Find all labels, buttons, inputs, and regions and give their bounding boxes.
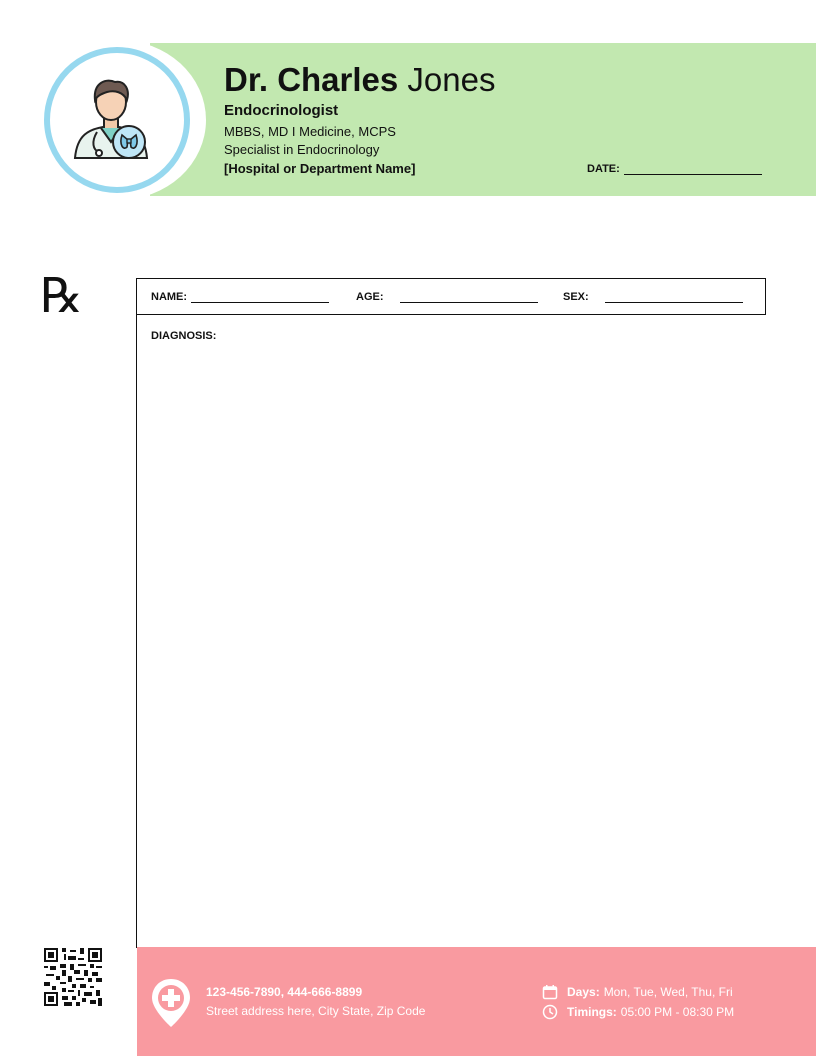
hospital-name: [Hospital or Department Name] (224, 161, 416, 176)
calendar-icon (542, 984, 558, 1000)
doctor-avatar-icon (67, 72, 155, 160)
rx-symbol: ℞ (40, 268, 84, 324)
patient-sex-label: SEX: (563, 291, 589, 303)
qr-code-icon (44, 948, 102, 1006)
diagnosis-label: DIAGNOSIS: (151, 330, 217, 342)
patient-age-field (356, 291, 538, 303)
footer-band (137, 947, 816, 1056)
timings-value: 05:00 PM - 08:30 PM (620, 1005, 735, 1019)
footer-days (542, 984, 733, 1000)
timings-label: Timings: (567, 1005, 617, 1019)
clock-icon (542, 1004, 558, 1020)
location-pin-plus-icon (150, 977, 192, 1029)
footer-address: Street address here, City State, Zip Code (206, 1004, 426, 1018)
doctor-last-name: Jones (398, 61, 496, 98)
avatar (44, 47, 190, 193)
prescription-left-rule (136, 314, 137, 948)
patient-name-blank[interactable] (191, 292, 329, 303)
days-value: Mon, Tue, Wed, Thu, Fri (603, 985, 733, 999)
doctor-specialty: Endocrinologist (224, 102, 339, 119)
patient-age-label: AGE: (356, 291, 384, 303)
doctor-first-name: Dr. Charles (224, 61, 399, 98)
footer-phone-numbers: 123-456-7890, 444-666-8899 (206, 985, 363, 999)
days-label: Days: (567, 985, 600, 999)
date-blank-line[interactable] (624, 163, 762, 175)
patient-name-label: NAME: (151, 291, 188, 303)
date-label: DATE: (587, 163, 620, 175)
date-field (587, 163, 762, 175)
patient-name-field (151, 291, 329, 303)
footer-timings (542, 1004, 734, 1020)
credentials-line-1: MBBS, MD I Medicine, MCPS (224, 124, 396, 139)
patient-sex-field (563, 291, 743, 303)
patient-sex-blank[interactable] (605, 292, 743, 303)
patient-info-box (136, 278, 766, 315)
doctor-name (224, 60, 495, 100)
credentials-line-2: Specialist in Endocrinology (224, 142, 380, 157)
patient-age-blank[interactable] (400, 292, 538, 303)
